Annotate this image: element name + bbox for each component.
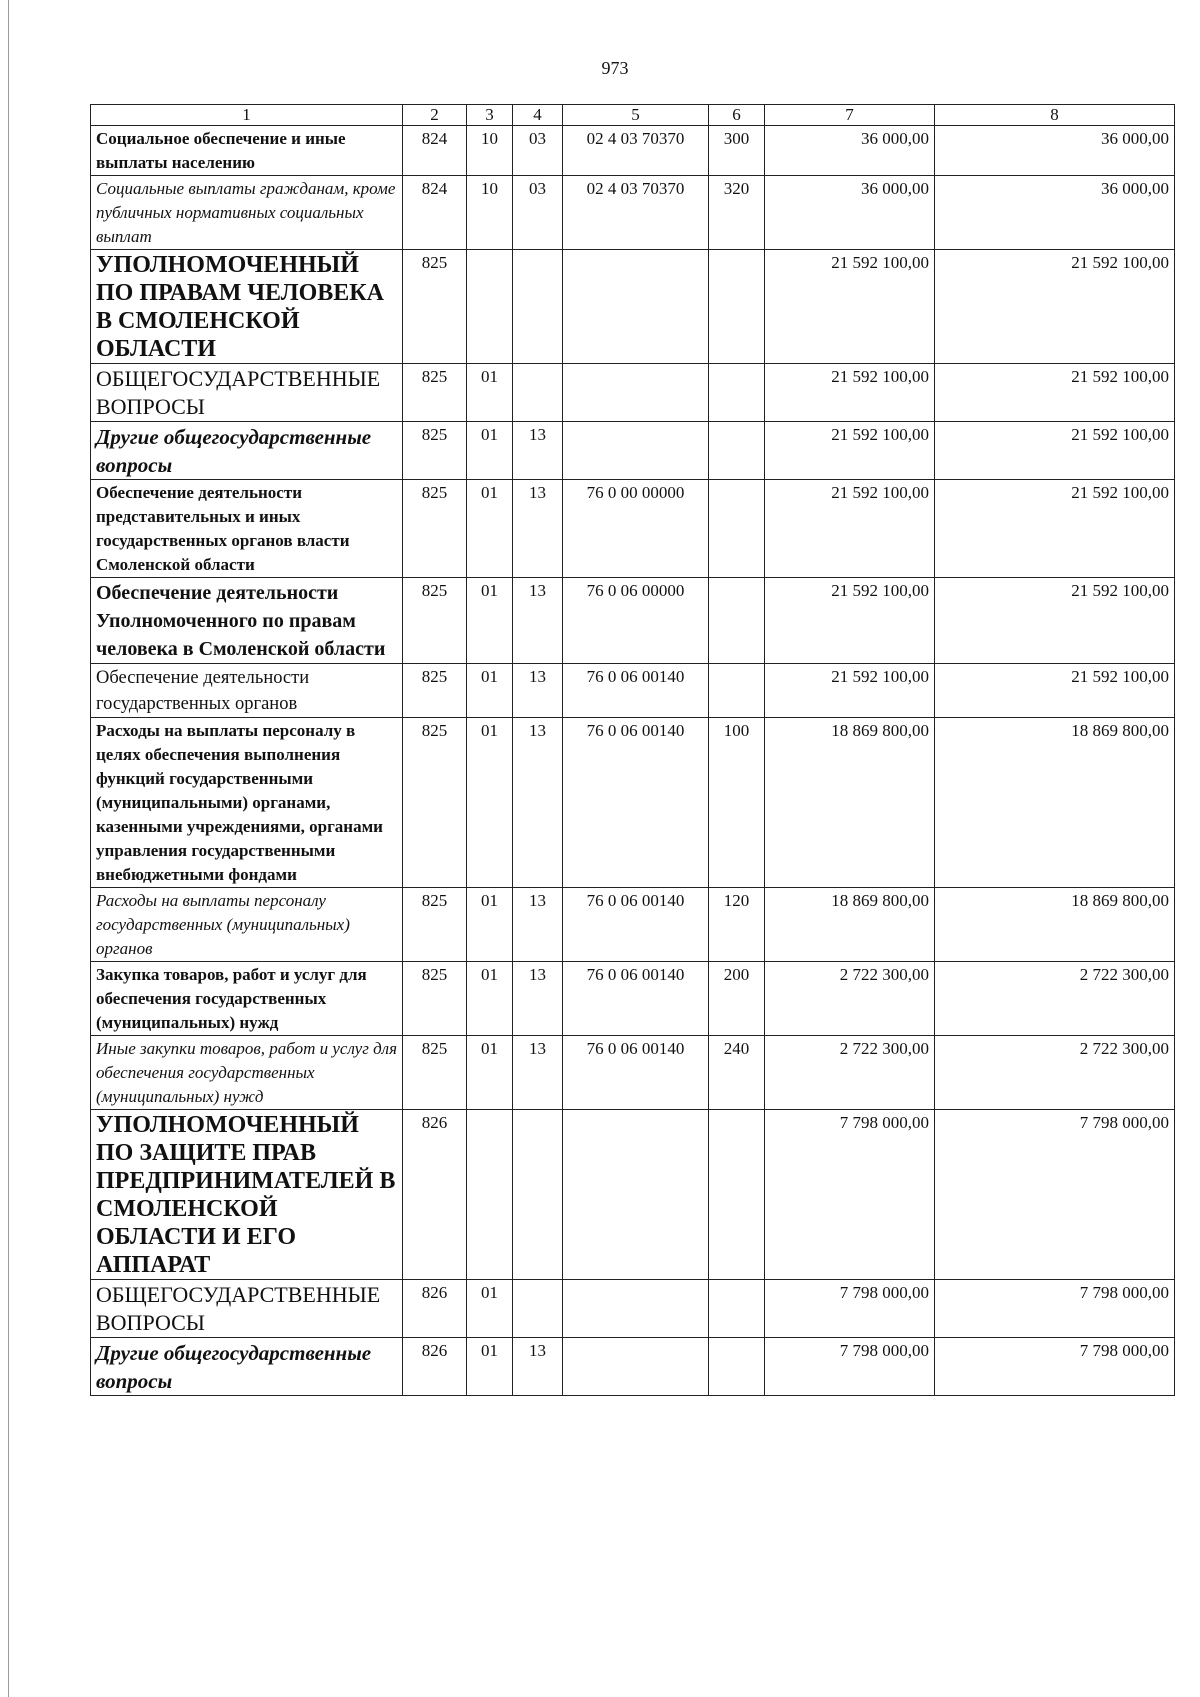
table-row: [91, 126, 1175, 176]
subsection-code-cell: 13: [513, 888, 563, 962]
section-code-cell: 01: [467, 1280, 513, 1338]
subsection-code-cell: 03: [513, 176, 563, 250]
amount-year2-cell: 7 798 000,00: [935, 1110, 1175, 1280]
section-code-cell: 01: [467, 480, 513, 578]
expense-type-cell: [709, 664, 765, 718]
section-code-cell: 01: [467, 578, 513, 664]
subsection-code-cell: 13: [513, 422, 563, 480]
expense-type-cell: 120: [709, 888, 765, 962]
subsection-code-cell: 13: [513, 718, 563, 888]
amount-year1-cell: 7 798 000,00: [765, 1338, 935, 1396]
subsection-code-cell: 13: [513, 962, 563, 1036]
row-name-cell: Обеспечение деятельности представительных и иных государственных органов власти Смоленской области: [91, 480, 403, 578]
row-name-cell: УПОЛНОМОЧЕННЫЙ ПО ЗАЩИТЕ ПРАВ ПРЕДПРИНИМАТЕЛЕЙ В СМОЛЕНСКОЙ ОБЛАСТИ И ЕГО АППАРАТ: [91, 1110, 403, 1280]
column-header: 6: [709, 105, 765, 126]
ministry-code-cell: 825: [403, 422, 467, 480]
row-name-cell: УПОЛНОМОЧЕННЫЙ ПО ПРАВАМ ЧЕЛОВЕКА В СМОЛЕНСКОЙ ОБЛАСТИ: [91, 250, 403, 364]
section-code-cell: 01: [467, 364, 513, 422]
target-article-cell: 76 0 06 00140: [563, 664, 709, 718]
subsection-code-cell: [513, 1280, 563, 1338]
target-article-cell: 76 0 06 00140: [563, 1036, 709, 1110]
ministry-code-cell: 825: [403, 664, 467, 718]
amount-year2-cell: 7 798 000,00: [935, 1280, 1175, 1338]
target-article-cell: [563, 1338, 709, 1396]
table-row: [91, 962, 1175, 1036]
table-row: [91, 1280, 1175, 1338]
amount-year2-cell: 21 592 100,00: [935, 664, 1175, 718]
subsection-code-cell: 13: [513, 480, 563, 578]
table-row: [91, 480, 1175, 578]
target-article-cell: 76 0 06 00140: [563, 962, 709, 1036]
expense-type-cell: [709, 1280, 765, 1338]
subsection-code-cell: [513, 364, 563, 422]
section-code-cell: 10: [467, 176, 513, 250]
amount-year1-cell: 36 000,00: [765, 176, 935, 250]
amount-year2-cell: 36 000,00: [935, 126, 1175, 176]
column-header: 4: [513, 105, 563, 126]
table-row: [91, 664, 1175, 718]
column-header: 5: [563, 105, 709, 126]
target-article-cell: [563, 422, 709, 480]
ministry-code-cell: 824: [403, 176, 467, 250]
amount-year2-cell: 7 798 000,00: [935, 1338, 1175, 1396]
amount-year1-cell: 2 722 300,00: [765, 962, 935, 1036]
amount-year2-cell: 21 592 100,00: [935, 364, 1175, 422]
expense-type-cell: [709, 1110, 765, 1280]
amount-year1-cell: 7 798 000,00: [765, 1110, 935, 1280]
section-code-cell: 10: [467, 126, 513, 176]
row-name-cell: Расходы на выплаты персоналу в целях обеспечения выполнения функций государственными (муниципальными) органами, казенными учреждениями, органами управления государственными внебюджетными фондами: [91, 718, 403, 888]
budget-table: [90, 104, 1175, 1396]
expense-type-cell: [709, 1338, 765, 1396]
target-article-cell: [563, 364, 709, 422]
row-name-cell: Социальные выплаты гражданам, кроме публичных нормативных социальных выплат: [91, 176, 403, 250]
row-name-cell: Закупка товаров, работ и услуг для обеспечения государственных (муниципальных) нужд: [91, 962, 403, 1036]
row-name-cell: Другие общегосударственные вопросы: [91, 1338, 403, 1396]
table-row: [91, 888, 1175, 962]
amount-year2-cell: 21 592 100,00: [935, 578, 1175, 664]
amount-year2-cell: 18 869 800,00: [935, 888, 1175, 962]
ministry-code-cell: 825: [403, 364, 467, 422]
table-row: [91, 176, 1175, 250]
ministry-code-cell: 825: [403, 1036, 467, 1110]
target-article-cell: 76 0 06 00000: [563, 578, 709, 664]
row-name-cell: ОБЩЕГОСУДАРСТВЕННЫЕ ВОПРОСЫ: [91, 364, 403, 422]
amount-year2-cell: 21 592 100,00: [935, 480, 1175, 578]
target-article-cell: 76 0 00 00000: [563, 480, 709, 578]
amount-year1-cell: 21 592 100,00: [765, 578, 935, 664]
ministry-code-cell: 825: [403, 250, 467, 364]
subsection-code-cell: [513, 1110, 563, 1280]
amount-year2-cell: 2 722 300,00: [935, 1036, 1175, 1110]
expense-type-cell: 200: [709, 962, 765, 1036]
amount-year1-cell: 18 869 800,00: [765, 718, 935, 888]
row-name-cell: Обеспечение деятельности Уполномоченного по правам человека в Смоленской области: [91, 578, 403, 664]
amount-year2-cell: 21 592 100,00: [935, 422, 1175, 480]
subsection-code-cell: 13: [513, 664, 563, 718]
expense-type-cell: 320: [709, 176, 765, 250]
ministry-code-cell: 824: [403, 126, 467, 176]
subsection-code-cell: 13: [513, 1036, 563, 1110]
page-number: 973: [601, 58, 629, 78]
subsection-code-cell: 03: [513, 126, 563, 176]
target-article-cell: 02 4 03 70370: [563, 126, 709, 176]
column-header: 1: [91, 105, 403, 126]
table-body: [91, 126, 1175, 1396]
subsection-code-cell: 13: [513, 1338, 563, 1396]
section-code-cell: 01: [467, 1338, 513, 1396]
section-code-cell: 01: [467, 1036, 513, 1110]
expense-type-cell: [709, 480, 765, 578]
ministry-code-cell: 826: [403, 1110, 467, 1280]
subsection-code-cell: [513, 250, 563, 364]
amount-year1-cell: 21 592 100,00: [765, 422, 935, 480]
target-article-cell: 02 4 03 70370: [563, 176, 709, 250]
target-article-cell: 76 0 06 00140: [563, 888, 709, 962]
amount-year1-cell: 21 592 100,00: [765, 664, 935, 718]
amount-year1-cell: 2 722 300,00: [765, 1036, 935, 1110]
row-name-cell: Другие общегосударственные вопросы: [91, 422, 403, 480]
section-code-cell: 01: [467, 962, 513, 1036]
row-name-cell: Обеспечение деятельности государственных органов: [91, 664, 403, 718]
amount-year1-cell: 21 592 100,00: [765, 364, 935, 422]
table-row: [91, 1036, 1175, 1110]
column-header: 3: [467, 105, 513, 126]
column-header: 7: [765, 105, 935, 126]
table-header-row: [91, 105, 1175, 126]
amount-year2-cell: 21 592 100,00: [935, 250, 1175, 364]
section-code-cell: [467, 1110, 513, 1280]
amount-year2-cell: 2 722 300,00: [935, 962, 1175, 1036]
target-article-cell: 76 0 06 00140: [563, 718, 709, 888]
table-row: [91, 1338, 1175, 1396]
section-code-cell: 01: [467, 888, 513, 962]
expense-type-cell: 240: [709, 1036, 765, 1110]
expense-type-cell: [709, 250, 765, 364]
table-row: [91, 718, 1175, 888]
subsection-code-cell: 13: [513, 578, 563, 664]
ministry-code-cell: 825: [403, 888, 467, 962]
row-name-cell: Иные закупки товаров, работ и услуг для обеспечения государственных (муниципальных) нужд: [91, 1036, 403, 1110]
amount-year1-cell: 21 592 100,00: [765, 480, 935, 578]
ministry-code-cell: 826: [403, 1280, 467, 1338]
row-name-cell: Расходы на выплаты персоналу государственных (муниципальных) органов: [91, 888, 403, 962]
ministry-code-cell: 826: [403, 1338, 467, 1396]
ministry-code-cell: 825: [403, 578, 467, 664]
scan-edge-line: [8, 0, 9, 1697]
section-code-cell: 01: [467, 664, 513, 718]
row-name-cell: Социальное обеспечение и иные выплаты населению: [91, 126, 403, 176]
ministry-code-cell: 825: [403, 962, 467, 1036]
amount-year1-cell: 36 000,00: [765, 126, 935, 176]
amount-year1-cell: 18 869 800,00: [765, 888, 935, 962]
table-row: [91, 364, 1175, 422]
ministry-code-cell: 825: [403, 480, 467, 578]
expense-type-cell: [709, 364, 765, 422]
section-code-cell: 01: [467, 422, 513, 480]
target-article-cell: [563, 1110, 709, 1280]
amount-year1-cell: 7 798 000,00: [765, 1280, 935, 1338]
target-article-cell: [563, 250, 709, 364]
target-article-cell: [563, 1280, 709, 1338]
expense-type-cell: 300: [709, 126, 765, 176]
amount-year2-cell: 18 869 800,00: [935, 718, 1175, 888]
section-code-cell: [467, 250, 513, 364]
column-header: 8: [935, 105, 1175, 126]
table-row: [91, 250, 1175, 364]
section-code-cell: 01: [467, 718, 513, 888]
amount-year1-cell: 21 592 100,00: [765, 250, 935, 364]
expense-type-cell: [709, 578, 765, 664]
row-name-cell: ОБЩЕГОСУДАРСТВЕННЫЕ ВОПРОСЫ: [91, 1280, 403, 1338]
column-header: 2: [403, 105, 467, 126]
amount-year2-cell: 36 000,00: [935, 176, 1175, 250]
ministry-code-cell: 825: [403, 718, 467, 888]
expense-type-cell: [709, 422, 765, 480]
table-row: [91, 422, 1175, 480]
table-row: [91, 578, 1175, 664]
expense-type-cell: 100: [709, 718, 765, 888]
table-row: [91, 1110, 1175, 1280]
